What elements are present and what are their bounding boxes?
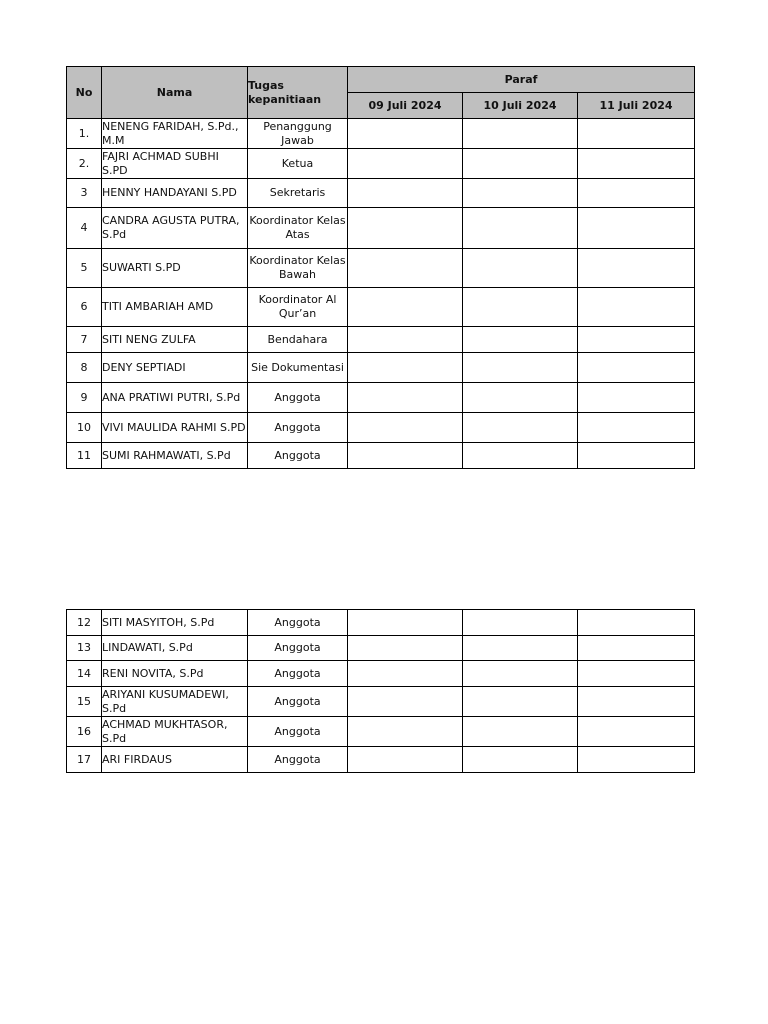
table-row: [67, 687, 695, 717]
header-no: No: [67, 67, 102, 119]
signature-cell-3: [578, 327, 695, 353]
signature-cell-1: [348, 327, 463, 353]
row-number: 9: [67, 383, 102, 413]
row-tugas: Anggota: [248, 717, 348, 747]
table-row: [67, 208, 695, 249]
row-nama: FAJRI ACHMAD SUBHI S.PD: [102, 149, 248, 179]
row-number: 4: [67, 208, 102, 249]
table-row: [67, 288, 695, 327]
signature-cell-3: [578, 353, 695, 383]
row-nama: RENI NOVITA, S.Pd: [102, 661, 248, 687]
signature-cell-3: [578, 179, 695, 208]
signature-cell-2: [463, 687, 578, 717]
row-nama: ARIYANI KUSUMADEWI, S.Pd: [102, 687, 248, 717]
table-row: [67, 119, 695, 149]
signature-cell-2: [463, 717, 578, 747]
row-nama: VIVI MAULIDA RAHMI S.PD: [102, 413, 248, 443]
signature-cell-1: [348, 687, 463, 717]
signature-cell-1: [348, 249, 463, 288]
row-number: 5: [67, 249, 102, 288]
row-number: 11: [67, 443, 102, 469]
header-tugas: Tugas kepanitiaan: [248, 67, 348, 119]
signature-cell-1: [348, 413, 463, 443]
header-date-1: 09 Juli 2024: [348, 93, 463, 119]
row-number: 3: [67, 179, 102, 208]
row-nama: LINDAWATI, S.Pd: [102, 636, 248, 661]
signature-cell-1: [348, 636, 463, 661]
table-row: [67, 249, 695, 288]
row-number: 1.: [67, 119, 102, 149]
row-tugas: Ketua: [248, 149, 348, 179]
row-tugas: Bendahara: [248, 327, 348, 353]
signature-cell-2: [463, 149, 578, 179]
row-tugas: Anggota: [248, 610, 348, 636]
row-number: 17: [67, 747, 102, 773]
row-nama: ARI FIRDAUS: [102, 747, 248, 773]
row-nama: ANA PRATIWI PUTRI, S.Pd: [102, 383, 248, 413]
signature-cell-1: [348, 119, 463, 149]
table-row: [67, 327, 695, 353]
row-number: 16: [67, 717, 102, 747]
table-row: [67, 443, 695, 469]
signature-cell-3: [578, 717, 695, 747]
row-tugas: Anggota: [248, 636, 348, 661]
row-tugas: Koordinator Al Qur’an: [248, 288, 348, 327]
row-tugas: Anggota: [248, 383, 348, 413]
signature-cell-1: [348, 353, 463, 383]
row-number: 7: [67, 327, 102, 353]
signature-cell-3: [578, 383, 695, 413]
signature-cell-2: [463, 661, 578, 687]
signature-cell-3: [578, 443, 695, 469]
header-nama: Nama: [102, 67, 248, 119]
table-row: [67, 413, 695, 443]
signature-cell-2: [463, 353, 578, 383]
table-row: [67, 149, 695, 179]
row-tugas: Sekretaris: [248, 179, 348, 208]
signature-cell-1: [348, 610, 463, 636]
signature-cell-2: [463, 288, 578, 327]
attendance-table-page-2: [66, 609, 695, 773]
header-date-3: 11 Juli 2024: [578, 93, 695, 119]
signature-cell-2: [463, 208, 578, 249]
signature-cell-1: [348, 179, 463, 208]
row-tugas: Anggota: [248, 687, 348, 717]
signature-cell-3: [578, 149, 695, 179]
row-tugas: Anggota: [248, 413, 348, 443]
signature-cell-1: [348, 208, 463, 249]
signature-cell-2: [463, 443, 578, 469]
table-row: [67, 636, 695, 661]
row-tugas: Sie Dokumentasi: [248, 353, 348, 383]
signature-cell-2: [463, 747, 578, 773]
row-tugas: Anggota: [248, 443, 348, 469]
signature-cell-3: [578, 687, 695, 717]
signature-cell-3: [578, 119, 695, 149]
row-tugas: Penanggung Jawab: [248, 119, 348, 149]
signature-cell-2: [463, 610, 578, 636]
header-date-2: 10 Juli 2024: [463, 93, 578, 119]
row-nama: CANDRA AGUSTA PUTRA, S.Pd: [102, 208, 248, 249]
signature-cell-3: [578, 249, 695, 288]
row-tugas: Anggota: [248, 747, 348, 773]
signature-cell-1: [348, 661, 463, 687]
signature-cell-2: [463, 119, 578, 149]
signature-cell-3: [578, 636, 695, 661]
signature-cell-3: [578, 610, 695, 636]
row-tugas: Koordinator Kelas Bawah: [248, 249, 348, 288]
signature-cell-1: [348, 747, 463, 773]
row-nama: ACHMAD MUKHTASOR, S.Pd: [102, 717, 248, 747]
row-number: 12: [67, 610, 102, 636]
row-number: 13: [67, 636, 102, 661]
attendance-table-page-1: [66, 66, 695, 469]
signature-cell-1: [348, 717, 463, 747]
row-nama: SUMI RAHMAWATI, S.Pd: [102, 443, 248, 469]
signature-cell-3: [578, 413, 695, 443]
row-tugas: Anggota: [248, 661, 348, 687]
table-row: [67, 610, 695, 636]
signature-cell-3: [578, 661, 695, 687]
signature-cell-3: [578, 208, 695, 249]
signature-cell-3: [578, 747, 695, 773]
signature-cell-1: [348, 383, 463, 413]
table-row: [67, 717, 695, 747]
table-row: [67, 661, 695, 687]
header-paraf: Paraf: [348, 67, 695, 93]
table-row: [67, 383, 695, 413]
row-nama: TITI AMBARIAH AMD: [102, 288, 248, 327]
row-number: 15: [67, 687, 102, 717]
table-row: [67, 179, 695, 208]
row-number: 6: [67, 288, 102, 327]
signature-cell-1: [348, 149, 463, 179]
signature-cell-2: [463, 327, 578, 353]
row-tugas: Koordinator Kelas Atas: [248, 208, 348, 249]
row-number: 14: [67, 661, 102, 687]
signature-cell-1: [348, 443, 463, 469]
row-number: 8: [67, 353, 102, 383]
signature-cell-3: [578, 288, 695, 327]
signature-cell-2: [463, 383, 578, 413]
signature-cell-2: [463, 413, 578, 443]
signature-cell-1: [348, 288, 463, 327]
row-number: 10: [67, 413, 102, 443]
row-nama: NENENG FARIDAH, S.Pd., M.M: [102, 119, 248, 149]
row-number: 2.: [67, 149, 102, 179]
row-nama: SUWARTI S.PD: [102, 249, 248, 288]
signature-cell-2: [463, 249, 578, 288]
signature-cell-2: [463, 179, 578, 208]
row-nama: SITI MASYITOH, S.Pd: [102, 610, 248, 636]
table-row: [67, 747, 695, 773]
row-nama: SITI NENG ZULFA: [102, 327, 248, 353]
table-row: [67, 353, 695, 383]
row-nama: HENNY HANDAYANI S.PD: [102, 179, 248, 208]
signature-cell-2: [463, 636, 578, 661]
row-nama: DENY SEPTIADI: [102, 353, 248, 383]
